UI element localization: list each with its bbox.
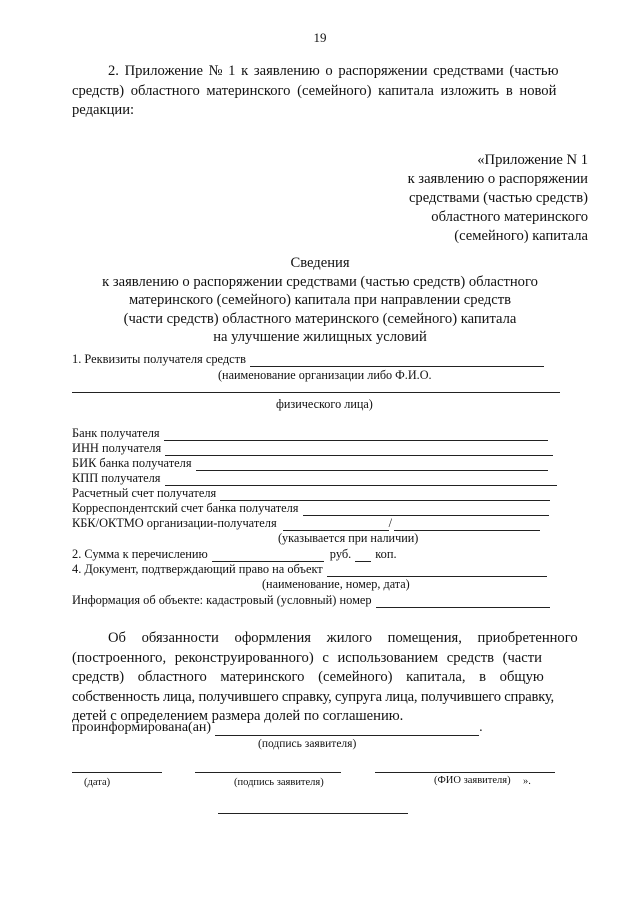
appendix-line: «Приложение N 1 xyxy=(477,152,588,168)
sum-row xyxy=(72,547,397,562)
document-row xyxy=(72,562,547,577)
object-row xyxy=(72,593,550,608)
notice-line: собственность лица, получившего справку, супруга лица, получившего справку, xyxy=(72,688,554,705)
item-2-line: редакции: xyxy=(72,102,135,118)
object-line[interactable] xyxy=(376,596,550,608)
notice-line: средств) областного материнского (семейного) капитала, в общую xyxy=(72,669,544,685)
informed-line[interactable] xyxy=(215,722,479,736)
recipient-line[interactable] xyxy=(250,355,544,367)
bank-line[interactable] xyxy=(164,429,548,441)
bik-row xyxy=(72,456,548,471)
notice-paragraph xyxy=(72,629,588,727)
account-line[interactable] xyxy=(220,489,550,501)
date-line[interactable] xyxy=(72,772,162,773)
sum-label: 2. Сумма к перечислению xyxy=(72,547,208,561)
oktmo-line[interactable] xyxy=(394,519,540,531)
object-label: Информация об объекте: кадастровый (условный) номер xyxy=(72,593,372,607)
sum-kop-label: коп. xyxy=(375,547,397,561)
account-label: Расчетный счет получателя xyxy=(72,486,217,500)
separator-line xyxy=(218,813,408,814)
kpp-line[interactable] xyxy=(165,474,557,486)
kbk-hint: (указывается при наличии) xyxy=(278,531,419,545)
bank-row xyxy=(72,426,548,441)
corr-account-label: Корреспондентский счет банка получателя xyxy=(72,501,299,515)
fio-caption: (ФИО заявителя) xyxy=(434,775,511,786)
inn-row xyxy=(72,441,553,456)
appendix-line: средствами (частью средств) xyxy=(408,190,588,206)
item-2-paragraph xyxy=(72,62,588,121)
appendix-line: областного материнского xyxy=(431,209,588,225)
bank-label: Банк получателя xyxy=(72,426,160,440)
appendix-line: к заявлению о распоряжении xyxy=(407,171,588,187)
title-line: (части средств) областного материнского (семейного) капитала xyxy=(123,310,517,327)
informed-signature-hint: (подпись заявителя) xyxy=(258,738,357,750)
kbk-row xyxy=(72,516,540,531)
kbk-line[interactable] xyxy=(283,519,389,531)
corr-account-row xyxy=(72,501,549,516)
inn-line[interactable] xyxy=(165,444,553,456)
document-line[interactable] xyxy=(327,565,547,577)
title-line: материнского (семейного) капитала при направлении средств xyxy=(128,292,512,308)
recipient-row xyxy=(72,352,544,367)
date-caption: (дата) xyxy=(84,777,111,788)
title-line: на улучшение жилищных условий xyxy=(213,329,427,345)
kpp-row xyxy=(72,471,557,486)
recipient-line-2[interactable] xyxy=(72,392,560,393)
sum-kop-line[interactable] xyxy=(355,550,371,562)
informed-label: проинформирована(ан) xyxy=(72,720,212,735)
recipient-hint: (наименование организации либо Ф.И.О. xyxy=(218,368,432,382)
corr-account-line[interactable] xyxy=(303,504,549,516)
sum-rub-line[interactable] xyxy=(212,550,324,562)
item-2-line: 2. Приложение № 1 к заявлению о распоряжении средствами (частью xyxy=(108,63,559,79)
informed-row xyxy=(72,720,483,736)
inn-label: ИНН получателя xyxy=(72,441,162,455)
informed-end: . xyxy=(479,720,483,735)
title-line: Сведения xyxy=(290,255,350,271)
item-2-line: средств) областного материнского (семейного) капитала изложить в новой xyxy=(72,82,557,99)
signature-line[interactable] xyxy=(195,772,341,773)
notice-line: (построенного, реконструированного) с использованием средств (части xyxy=(72,649,542,666)
recipient-label: 1. Реквизиты получателя средств xyxy=(72,352,246,366)
document-title xyxy=(60,254,580,347)
notice-line: Об обязанности оформления жилого помещения, приобретенного xyxy=(108,630,578,646)
sum-rub-label: руб. xyxy=(329,547,352,561)
bik-label: БИК банка получателя xyxy=(72,456,192,470)
title-line: к заявлению о распоряжении средствами (частью средств) областного xyxy=(102,273,538,290)
document-label: 4. Документ, подтверждающий право на объект xyxy=(72,562,323,576)
appendix-line: (семейного) капитала xyxy=(454,228,588,244)
kbk-label: КБК/ОКТМО организации-получателя xyxy=(72,516,277,530)
recipient-hint-2: физического лица) xyxy=(276,397,373,411)
kpp-label: КПП получателя xyxy=(72,471,161,485)
signature-caption: (подпись заявителя) xyxy=(234,777,324,788)
closing-mark: ». xyxy=(523,776,531,787)
page-number: 19 xyxy=(313,30,327,45)
appendix-header xyxy=(328,151,588,246)
fio-line[interactable] xyxy=(375,772,555,773)
document-hint: (наименование, номер, дата) xyxy=(262,577,410,591)
kbk-slash: / xyxy=(388,516,393,530)
account-row xyxy=(72,486,550,501)
bik-line[interactable] xyxy=(196,459,548,471)
notice-line: детей с определением размера долей по соглашению. xyxy=(72,708,404,724)
